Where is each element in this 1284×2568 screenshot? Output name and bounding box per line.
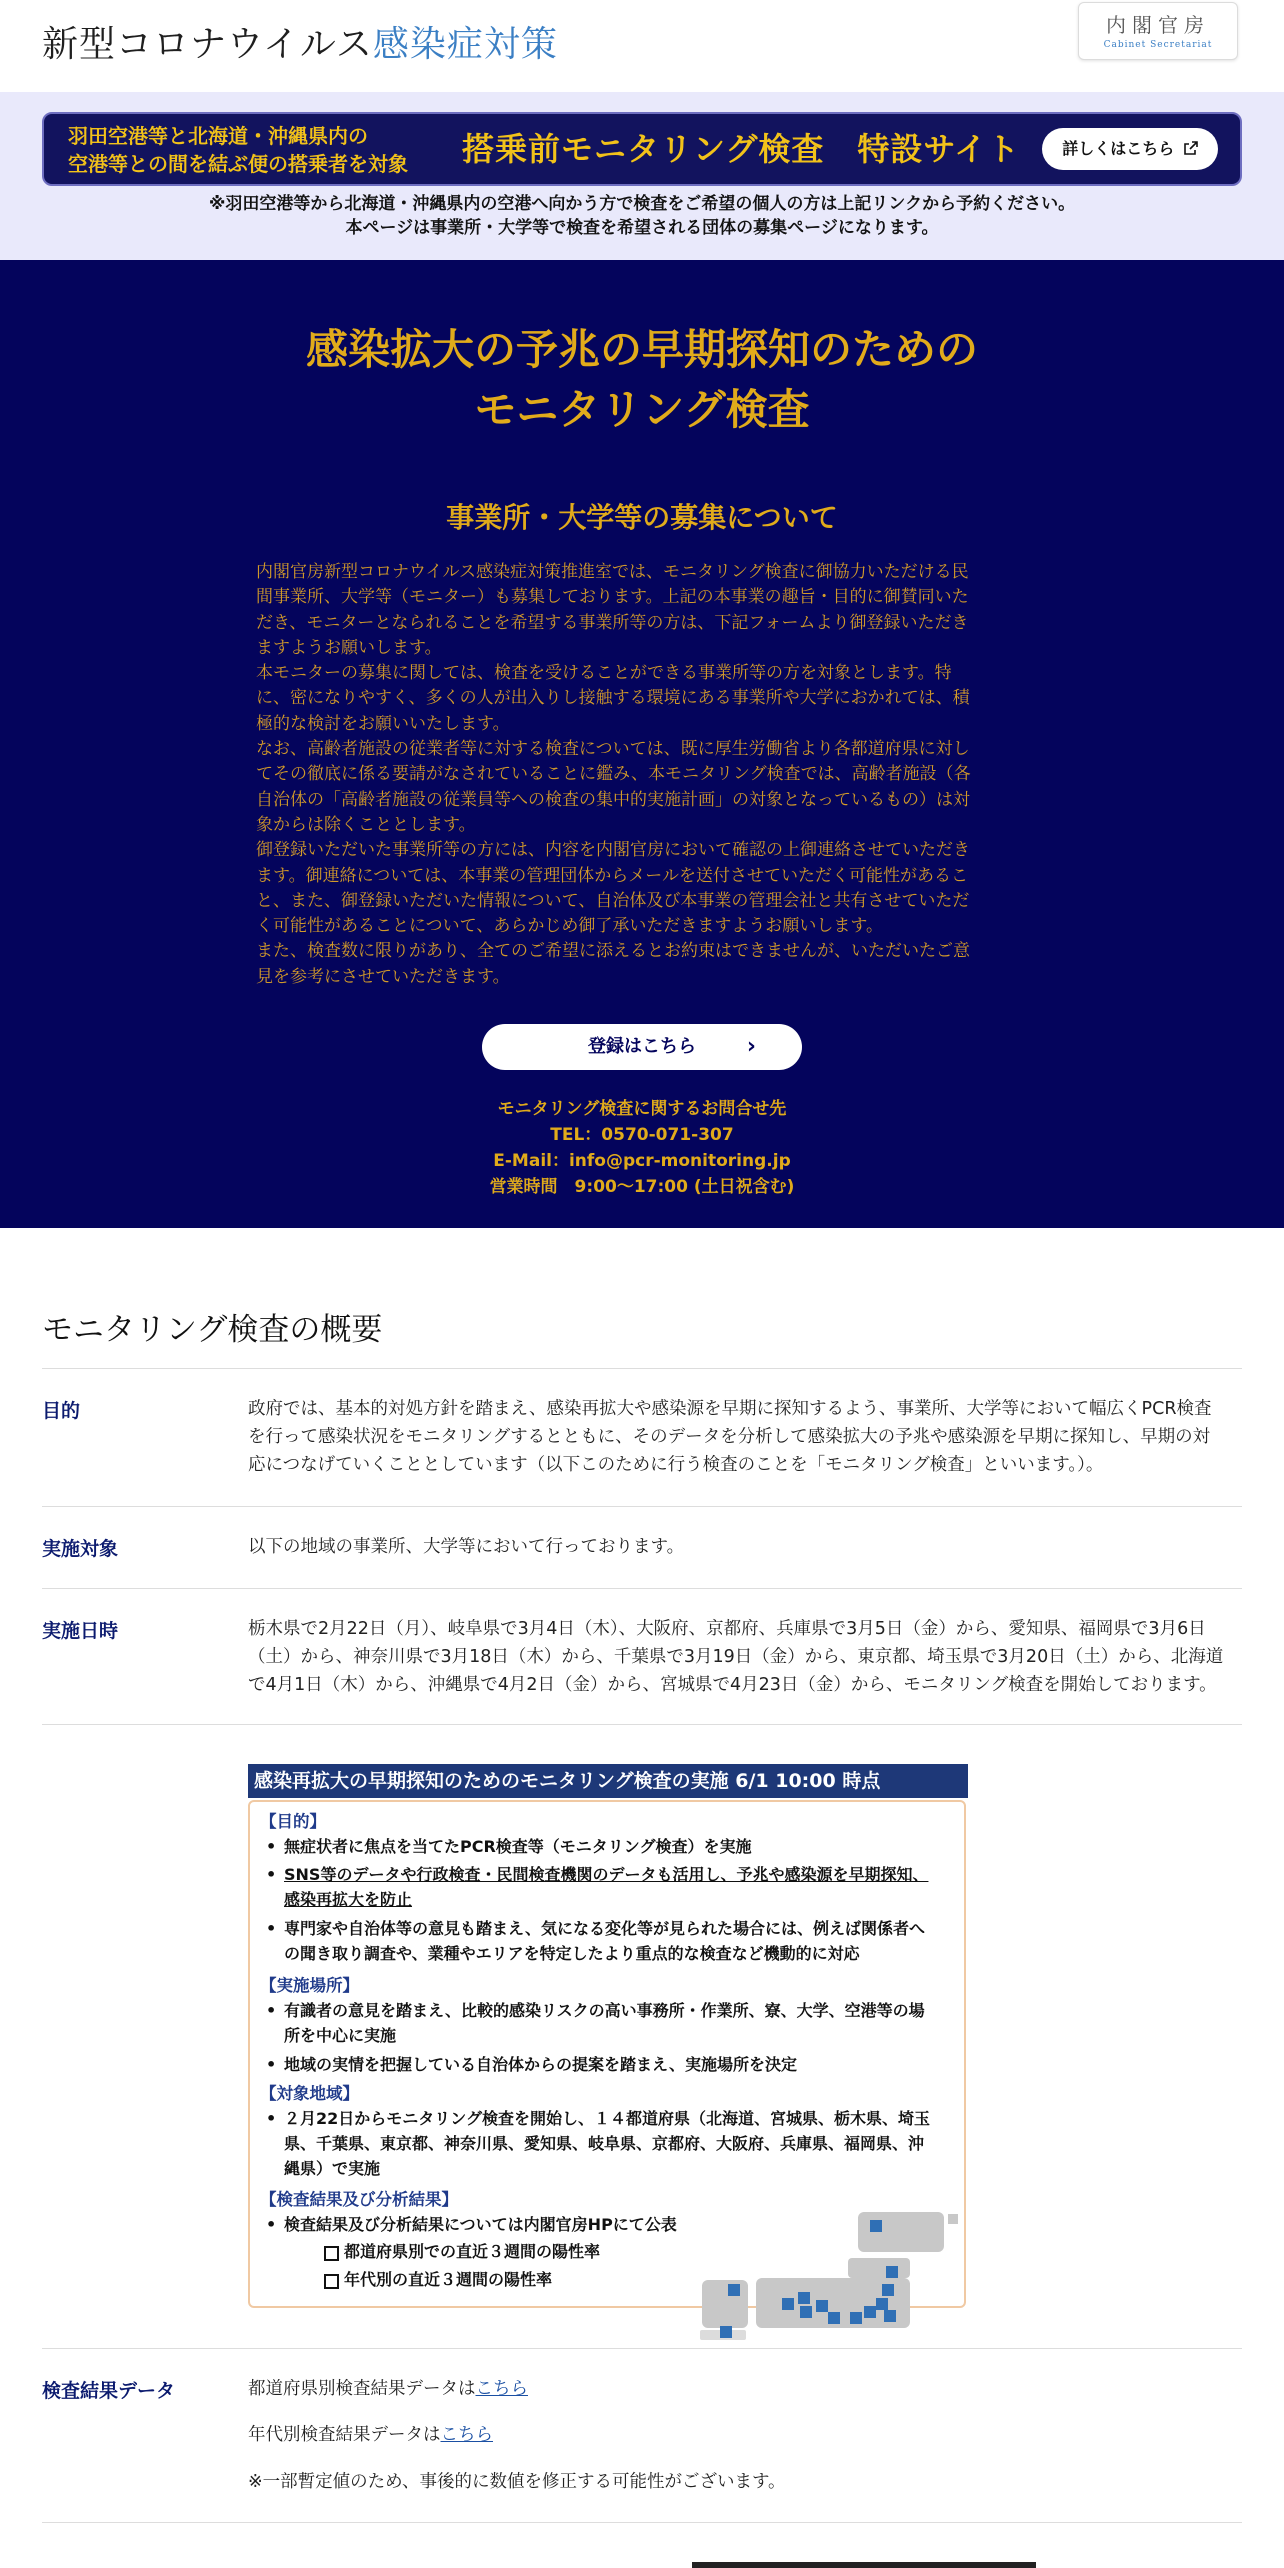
contact-heading: モニタリング検査に関するお問合せ先 xyxy=(497,1099,787,1119)
site-title[interactable] xyxy=(42,20,558,70)
results-prefecture-link[interactable]: こちら xyxy=(475,2379,528,2399)
overview-title: モニタリング検査の概要 xyxy=(42,1312,383,1348)
figure-bullet-line: 感染再拡大を防止 xyxy=(284,1890,413,1909)
divider xyxy=(42,1588,1242,1589)
map-prefecture-marker xyxy=(886,2266,898,2278)
figure-bullet-line: • 専門家や自治体等の意見も踏まえ、気になる変化等が見られた場合には、例えば関係者へ xyxy=(284,1919,925,1938)
figure-bullet-line: 所を中心に実施 xyxy=(284,2026,397,2045)
row-text-line: を行って感染状況をモニタリングするとともに、そのデータを分析して感染拡大の予兆や感染源を早期に探知し、早期の対 xyxy=(248,1427,1211,1447)
hero-body-text xyxy=(256,560,1016,990)
site-title-accent: 感染症対策 xyxy=(372,24,558,65)
figure-subitem: 年代別の直近３週間の陽性率 xyxy=(324,2268,552,2292)
figure-bullet-line: • ２月22日からモニタリング検査を開始し、１４都道府県（北海道、宮城県、栃木県、埼玉 xyxy=(284,2109,930,2128)
row-text-line: 応につなげていくこととしています（以下このために行う検査のことを「モニタリング検査」といいます。）。 xyxy=(248,1455,1104,1475)
row-label-target: 実施対象 xyxy=(42,1538,119,1560)
hero-body-line: ますようお願いします。 xyxy=(256,637,442,658)
banner-details-button[interactable] xyxy=(1042,128,1218,170)
divider xyxy=(42,2348,1242,2349)
row-text-line: （土）から、神奈川県で3月18日（木）から、千葉県で3月19日（金）から、東京都、埼玉県で3月20日（土）から、北海道 xyxy=(248,1647,1224,1667)
cabinet-secretariat-logo[interactable] xyxy=(1078,2,1238,60)
strip-note-line-1: ※羽田空港等から北海道・沖縄県内の空港へ向かう方で検査をご希望の個人の方は上記リンクから予約ください。 xyxy=(208,194,1076,214)
hero-title-line-2: モニタリング検査 xyxy=(474,385,810,434)
banner-target-line-1: 羽田空港等と北海道・沖縄県内の xyxy=(68,124,368,148)
map-prefecture-marker xyxy=(876,2298,888,2310)
hero-body-line: 本モニターの募集に関しては、検査を受けることができる事業所等の方を対象とします。特 xyxy=(256,663,952,684)
logo-text-jp: 内閣官房 xyxy=(1106,13,1210,37)
map-region-kyushu xyxy=(702,2280,748,2328)
contact-tel[interactable]: TEL：0570-071-307 xyxy=(550,1125,734,1145)
row-text-line: 栃木県で2月22日（月）、岐阜県で3月4日（木）、大阪府、京都府、兵庫県で3月5日（金）から、愛知県、福岡県で3月6日 xyxy=(248,1619,1206,1639)
banner-target-text xyxy=(68,122,488,178)
hero-body-line: なお、高齢者施設の従業者等に対する検査については、既に厚生労働省より各都道府県に対し xyxy=(256,739,970,760)
hero-body-line: ます。御連絡については、本事業の管理団体からメールを送付させていただく可能性があるこ xyxy=(256,865,968,886)
row-text-purpose xyxy=(248,1395,1244,1479)
results-age xyxy=(248,2421,1244,2449)
hero-body-line: と、また、御登録いただいた情報について、自治体及び本事業の管理会社と共有させていただ xyxy=(256,890,970,911)
row-label-schedule: 実施日時 xyxy=(42,1620,119,1642)
contact-info xyxy=(0,1096,1284,1200)
register-button-label: 登録はこちら xyxy=(588,1036,696,1057)
divider xyxy=(42,2522,1242,2523)
banner-details-label: 詳しくはこちら xyxy=(1062,139,1175,158)
figure-bullet xyxy=(264,2052,954,2077)
map-prefecture-marker xyxy=(728,2284,740,2296)
map-region xyxy=(948,2214,958,2224)
external-link-icon xyxy=(1184,141,1198,155)
announcement-strip xyxy=(0,92,1284,260)
strip-note-line-2: 本ページは事業所・大学等で検査を希望される団体の募集ページになります。 xyxy=(345,218,939,238)
figure-section-heading: 【検査結果及び分析結果】 xyxy=(260,2190,458,2209)
divider xyxy=(42,1506,1242,1507)
logo-text-en: Cabinet Secretariat xyxy=(1103,40,1213,50)
divider xyxy=(42,1724,1242,1725)
airport-monitoring-banner[interactable] xyxy=(42,112,1242,186)
recruitment-hero xyxy=(0,260,1284,1228)
hero-body-line: てその徹底に係る要請がなされていることに鑑み、本モニタリング検査では、高齢者施設（各 xyxy=(256,764,971,785)
results-prefecture-text: 都道府県別検査結果データは xyxy=(248,2379,476,2399)
banner-headline: 搭乗前モニタリング検査 特設サイト xyxy=(462,130,1021,168)
map-prefecture-marker xyxy=(884,2310,896,2322)
map-prefecture-marker xyxy=(720,2326,732,2338)
strip-notes xyxy=(0,192,1284,240)
hero-subtitle: 事業所・大学等の募集について xyxy=(446,501,838,534)
map-prefecture-marker xyxy=(882,2284,894,2296)
figure-section-heading: 【目的】 xyxy=(260,1812,326,1831)
hero-body-line: く可能性があることについて、あらかじめ御了承いただきますようお願いします。 xyxy=(256,916,883,937)
hero-title-line-1: 感染拡大の予兆の早期探知のための xyxy=(305,325,978,374)
results-age-text: 年代別検査結果データは xyxy=(248,2425,441,2445)
figure-bullet-line: 縄県）で実施 xyxy=(284,2159,381,2178)
figure-bullet-line: 県、千葉県、東京都、神奈川県、愛知県、岐阜県、京都府、大阪府、兵庫県、福岡県、沖 xyxy=(284,2134,925,2153)
map-prefecture-marker xyxy=(864,2306,876,2318)
figure-title: 感染再拡大の早期探知のためのモニタリング検査の実施 6/1 10:00 時点 xyxy=(248,1764,968,1798)
figure-bullet-line: • 検査結果及び分析結果については内閣官房HPにて公表 xyxy=(284,2215,677,2234)
banner-target-line-2: 空港等との間を結ぶ便の搭乗者を対象 xyxy=(68,152,408,176)
results-prefecture xyxy=(248,2375,1244,2403)
map-prefecture-marker xyxy=(816,2300,828,2312)
hero-title xyxy=(0,320,1284,440)
hero-body-line: 極的な検討をお願いいたします。 xyxy=(256,713,510,734)
row-label-purpose: 目的 xyxy=(42,1400,81,1422)
figure-bullet xyxy=(264,1916,954,1966)
figure-section-heading: 【実施場所】 xyxy=(260,1976,359,1995)
monitoring-summary-figure xyxy=(248,1764,968,2308)
row-text-line: で4月1日（木）から、沖縄県で4月2日（金）から、宮城県で4月23日（金）から、モニタリング検査を開始しております。 xyxy=(248,1675,1217,1695)
chevron-right-icon: › xyxy=(746,1034,756,1059)
hero-body-line: 見を参考にさせていただきます。 xyxy=(256,966,510,987)
figure-bullet xyxy=(264,1998,954,2048)
figure-section-heading: 【対象地域】 xyxy=(260,2084,359,2103)
row-text-target xyxy=(248,1533,1244,1561)
map-prefecture-marker xyxy=(850,2312,862,2324)
figure-bullet-line: • 無症状者に焦点を当てたPCR検査等（モニタリング検査）を実施 xyxy=(284,1837,752,1856)
map-prefecture-marker xyxy=(828,2312,840,2324)
register-button[interactable] xyxy=(482,1024,802,1070)
contact-email[interactable]: E-Mail：info@pcr-monitoring.jp xyxy=(493,1151,791,1171)
site-header xyxy=(0,0,1284,92)
results-note: ※一部暫定値のため、事後的に数値を修正する可能性がございます。 xyxy=(248,2472,786,2492)
hero-body-line: 象からは除くこととします。 xyxy=(256,814,476,835)
contact-hours: 営業時間 9:00～17:00 (土日祝含む) xyxy=(489,1177,795,1197)
figure-bullet-line: の聞き取り調査や、業種やエリアを特定したより重点的な検査など機動的に対応 xyxy=(284,1944,860,1963)
figure-body xyxy=(248,1800,966,2308)
hero-body-line: 御登録いただいた事業所等の方には、内容を内閣官房において確認の上御連絡させていただき xyxy=(256,840,970,861)
map-prefecture-marker xyxy=(782,2298,794,2310)
japan-map-illustration xyxy=(700,2212,960,2342)
figure-bullet xyxy=(264,2106,954,2181)
figure-bullet xyxy=(264,1834,954,1859)
map-prefecture-marker xyxy=(870,2220,882,2232)
hero-body-line: だき、モニターとなられることを希望する事業所等の方は、下記フォームより御登録いただき xyxy=(256,612,969,633)
figure-bullet-line: • SNS等のデータや行政検査・民間検査機関のデータも活用し、予兆や感染源を早期探知、 xyxy=(284,1865,929,1884)
hero-body-line: 間事業所、大学等（モニター）も募集しております。上記の本事業の趣旨・目的に御賛同いた xyxy=(256,587,969,608)
row-label-results: 検査結果データ xyxy=(42,2380,176,2402)
hero-body-line: 自治体の「高齢者施設の従業員等への検査の集中的実施計画」の対象となっているもの）は対 xyxy=(256,789,970,810)
figure-bullet-line: • 有識者の意見を踏まえ、比較的感染リスクの高い事務所・作業所、寮、大学、空港等の場 xyxy=(284,2001,925,2020)
site-title-main: 新型コロナウイルス xyxy=(42,24,373,65)
row-text-line: 政府では、基本的対処方針を踏まえ、感染再拡大や感染源を早期に探知するよう、事業所、大学等において幅広くPCR検査 xyxy=(248,1399,1212,1419)
figure-bullet-line: • 地域の実情を把握している自治体からの提案を踏まえ、実施場所を決定 xyxy=(284,2055,797,2074)
hero-body-line: 内閣官房新型コロナウイルス感染症対策推進室では、モニタリング検査に御協力いただける民 xyxy=(256,562,969,582)
divider xyxy=(42,1368,1242,1369)
figure-subitem: 都道府県別での直近３週間の陽性率 xyxy=(324,2240,600,2264)
figure-bullet xyxy=(264,2212,704,2237)
results-age-link[interactable]: こちら xyxy=(440,2425,493,2445)
hero-body-line: に、密になりやすく、多くの人が出入りし接触する環境にある事業所や大学におかれては、積 xyxy=(256,688,970,709)
figure-bullet xyxy=(264,1862,954,1912)
map-region-tohoku xyxy=(848,2258,910,2278)
map-prefecture-marker xyxy=(800,2306,812,2318)
row-text-schedule xyxy=(248,1615,1244,1699)
row-text-line: 以下の地域の事業所、大学等において行っております。 xyxy=(248,1537,685,1557)
map-prefecture-marker xyxy=(798,2292,810,2304)
bottom-bar xyxy=(692,2562,1036,2568)
hero-body-line: また、検査数に限りがあり、全てのご希望に添えるとお約束はできませんが、いただいたご意 xyxy=(256,941,970,962)
